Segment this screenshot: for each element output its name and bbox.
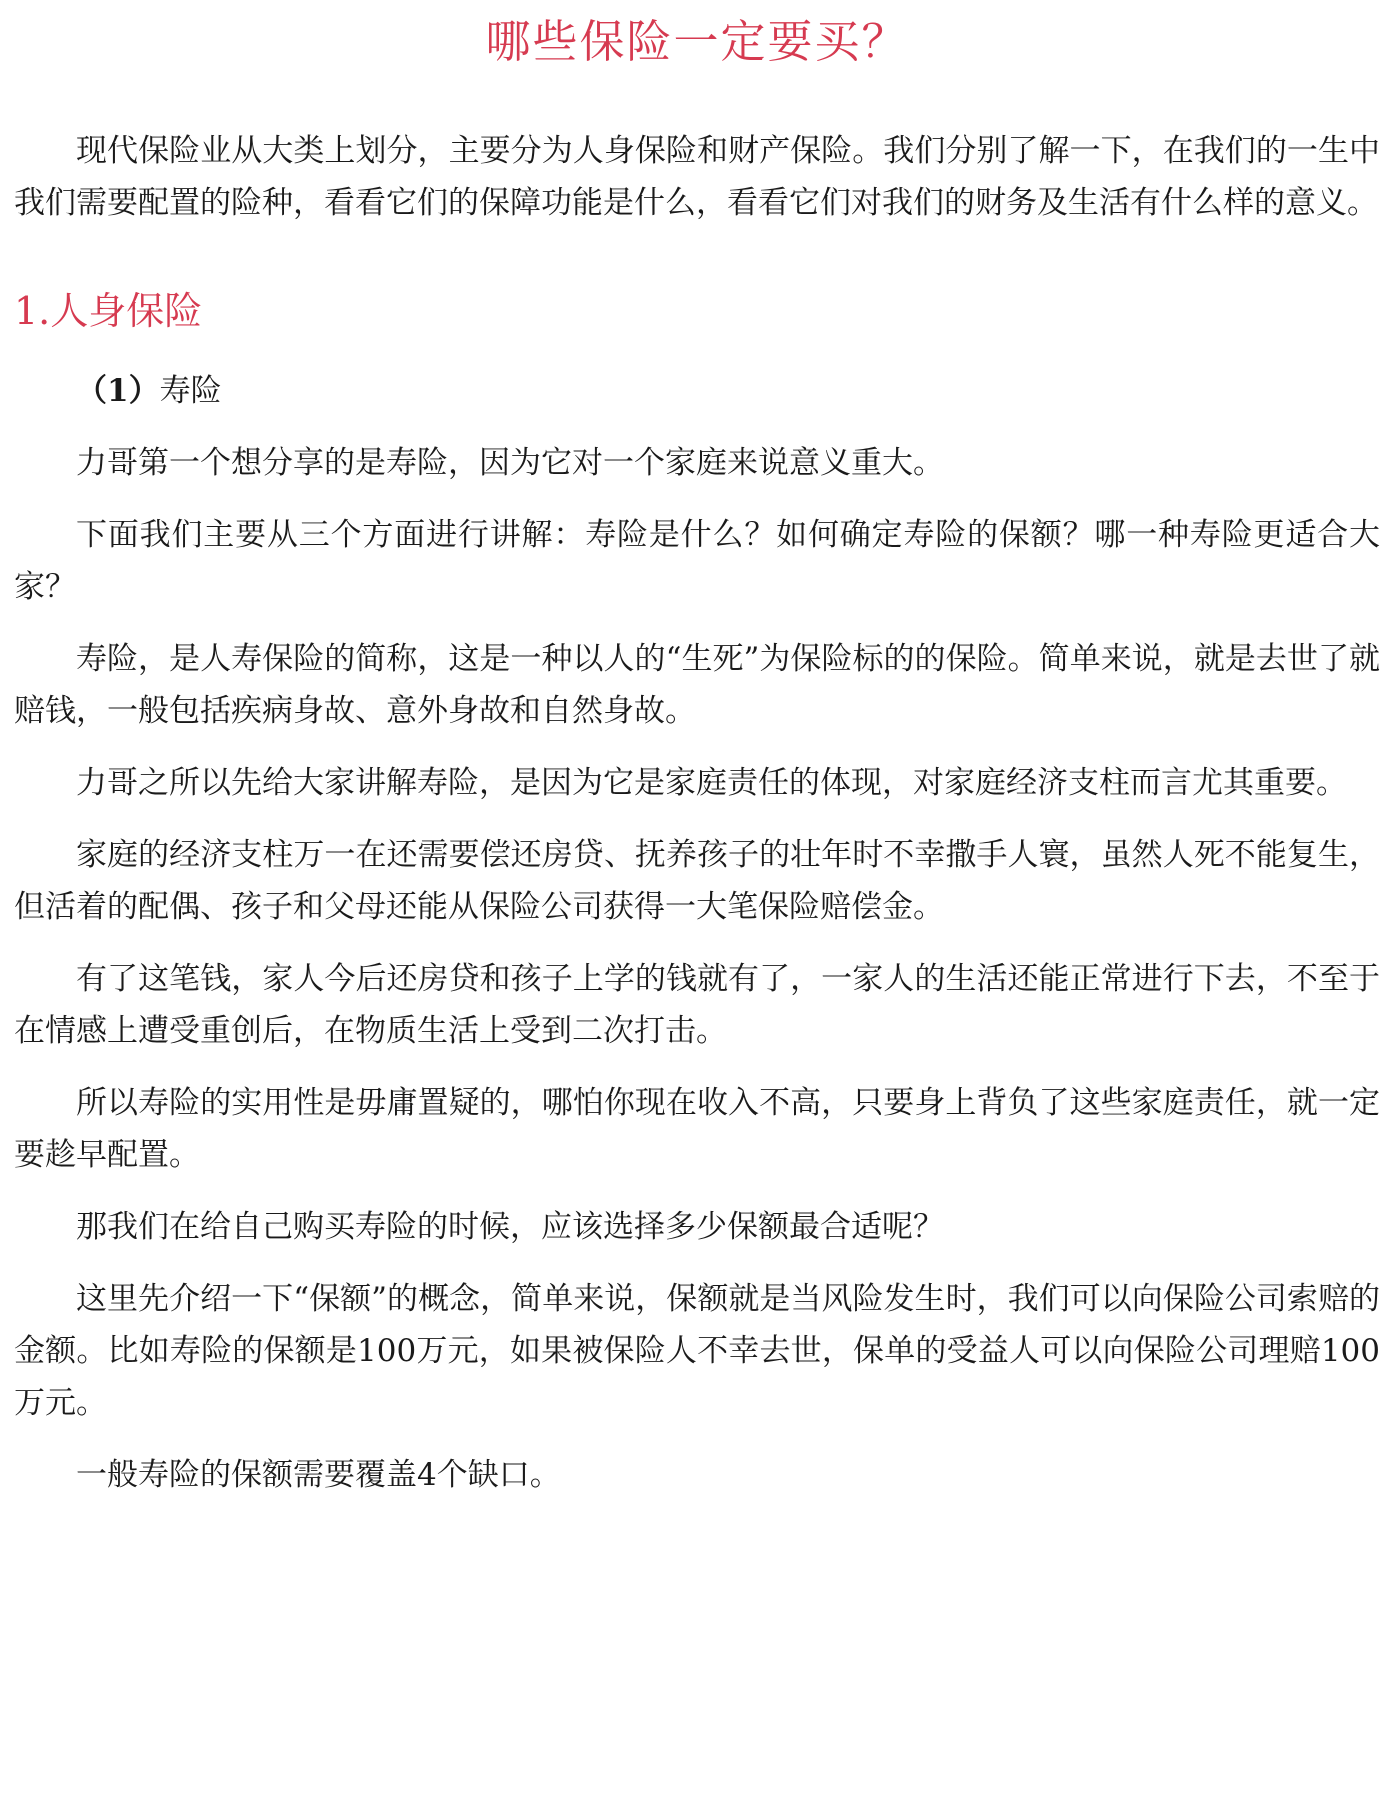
- subsection-number: （1）: [76, 373, 160, 409]
- document-page: [14, 0, 1380, 1501]
- paragraph: 一般寿险的保额需要覆盖4个缺口。: [76, 1457, 561, 1493]
- paragraph: 家庭的经济支柱万一在还需要偿还房贷、抚养孩子的壮年时不幸撒手人寰，虽然人死不能复生，但活着的配偶、孩子和父母还能从保险公司获得一大笔保险赔偿金。: [14, 837, 1380, 925]
- paragraph: 下面我们主要从三个方面进行讲解：寿险是什么？如何确定寿险的保额？哪一种寿险更适合大家？: [14, 517, 1380, 605]
- document-title: 哪些保险一定要买？: [485, 15, 909, 68]
- paragraph: 这里先介绍一下“保额”的概念，简单来说，保额就是当风险发生时，我们可以向保险公司索赔的金额。比如寿险的保额是100万元，如果被保险人不幸去世，保单的受益人可以向保险公司理赔100万元。: [14, 1281, 1380, 1421]
- paragraph: 有了这笔钱，家人今后还房贷和孩子上学的钱就有了，一家人的生活还能正常进行下去，不至于在情感上遭受重创后，在物质生活上受到二次打击。: [14, 961, 1380, 1049]
- subsection-label: 寿险: [159, 373, 222, 409]
- paragraph: 寿险，是人寿保险的简称，这是一种以人的“生死”为保险标的的保险。简单来说，就是去世了就赔钱，一般包括疾病身故、意外身故和自然身故。: [14, 641, 1380, 729]
- paragraph: 所以寿险的实用性是毋庸置疑的，哪怕你现在收入不高，只要身上背负了这些家庭责任，就一定要趁早配置。: [14, 1085, 1380, 1173]
- section-heading: 1.人身保险: [14, 289, 203, 333]
- paragraph: 那我们在给自己购买寿险的时候，应该选择多少保额最合适呢？: [76, 1209, 944, 1245]
- paragraph: 力哥第一个想分享的是寿险，因为它对一个家庭来说意义重大。: [76, 445, 944, 481]
- paragraph: 力哥之所以先给大家讲解寿险，是因为它是家庭责任的体现，对家庭经济支柱而言尤其重要。: [76, 765, 1347, 801]
- subsection-heading: [14, 365, 1380, 417]
- intro-paragraph: 现代保险业从大类上划分，主要分为人身保险和财产保险。我们分别了解一下，在我们的一生中我们需要配置的险种，看看它们的保障功能是什么，看看它们对我们的财务及生活有什么样的意义。: [14, 133, 1380, 221]
